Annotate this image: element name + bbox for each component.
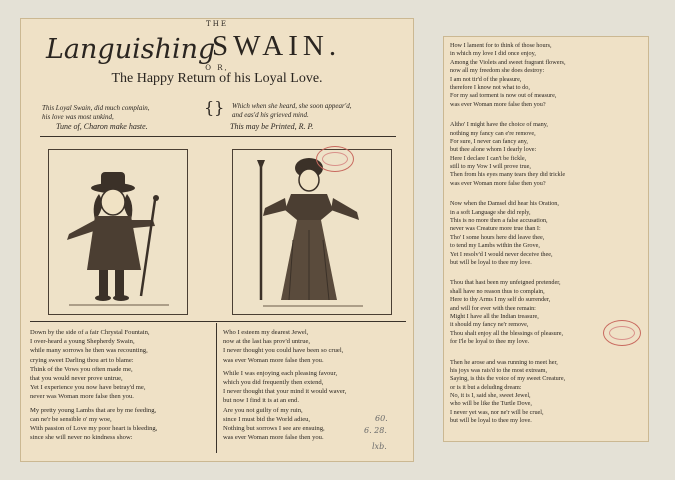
title-languishing: Languishing: [46, 34, 216, 65]
title-the: THE: [206, 20, 228, 28]
verse-line: Thou that hast been my unfeigned pretender,: [450, 279, 561, 287]
verse-line: but will be loyal to thee my love.: [450, 258, 532, 266]
verse-line: now at the last has prov'd untrue,: [223, 338, 311, 346]
verse-line: My pretty young Lambs that are by me feeding,: [30, 406, 157, 414]
verse-line: while many sorrows he then was recounting,: [30, 347, 148, 355]
library-stamp-seal: [603, 320, 641, 346]
verse-line: I am not tir'd of the pleasure,: [450, 75, 522, 83]
verse-line: Then from his eyes many tears they did trickle: [450, 171, 566, 179]
verse-line: I over-heard a young Shepherdy Swain,: [30, 338, 135, 346]
verse-column-3: [450, 42, 566, 426]
verse-line: never was Woman more false then you.: [30, 393, 134, 401]
verse-line: for I'le be loyal to thee my love.: [450, 338, 530, 346]
brace-ornament: {}: [204, 98, 225, 117]
argument-left-line: This Loyal Swain, did much complain,: [42, 104, 150, 112]
woman-figure-icon: [233, 150, 391, 314]
verse-line: For sure, I never can fancy any,: [450, 137, 528, 145]
column-divider: [216, 323, 217, 453]
argument-left: [42, 104, 150, 122]
verse-line: was ever Woman more false then you.: [223, 434, 324, 442]
verse-line: was ever Woman more false then you?: [450, 179, 546, 187]
verse-line: that you would never prove untrue,: [30, 374, 123, 382]
verse-column-2: [223, 328, 346, 442]
verse-line: and will for ever with thee remain:: [450, 304, 536, 312]
stanza-break: [450, 188, 566, 200]
verse-line: still to my Vow I will prove true,: [450, 163, 531, 171]
verse-line: now all my freedom she does destroy:: [450, 67, 545, 75]
verse-line: I never thought that your mind it would waver,: [223, 388, 347, 396]
verse-line: who will be like the Turtle Dove,: [450, 400, 532, 408]
stanza-break: [450, 267, 566, 279]
verse-line: can ne'r be sensible o' my woe,: [30, 415, 112, 423]
verse-line: his joys was rais'd to the most extream,: [450, 366, 548, 374]
verse-line: in a soft Language she did reply,: [450, 208, 531, 216]
verse-line: For my sad torment is now out of measure,: [450, 92, 557, 100]
header-rule: [40, 136, 396, 137]
pencil-mark: 60.: [375, 414, 388, 423]
title-swain: SWAIN.: [212, 30, 342, 62]
verse-line: which you did frequently then extend,: [223, 378, 324, 386]
argument-right-line: and eas'd his grieved mind.: [232, 111, 309, 119]
verse-line: it should my fancy ne'r remove,: [450, 321, 529, 329]
verse-line: since she will never no kindness show:: [30, 434, 133, 442]
broadside-right-sheet: [443, 36, 649, 442]
verse-line: With passion of Love my poor heart is bleeding,: [30, 424, 158, 432]
verse-line: Now when the Damsel did hear his Oration,: [450, 200, 559, 208]
verse-line: or is it but a deluding dream:: [450, 383, 522, 391]
verse-line: Who I esteem my dearest Jewel,: [223, 329, 309, 336]
verse-line: crying sweet Darling thou art to blame:: [30, 356, 134, 364]
verse-line: Down by the side of a fair Chrystal Fountain,: [30, 329, 150, 336]
verse-line: Saying, is this the voice of my sweet Creature,: [450, 375, 566, 383]
stanza-break: [450, 109, 566, 121]
broadside-left-sheet: [20, 18, 414, 462]
verse-column-1: [30, 328, 157, 442]
verse-line: While I was enjoying each pleasing favour,: [223, 369, 338, 377]
verse-line: How I lament for to think of those hours,: [450, 42, 552, 49]
verse-line: Might I have all the Indian treasure,: [450, 312, 539, 320]
verse-line: but will be loyal to thee my love.: [450, 417, 532, 425]
verse-line: I never thought you could have been so cruel,: [223, 347, 344, 355]
verse-line: This is no more then a false accusation,: [450, 217, 548, 225]
verse-line: Then he arose and was running to meet her,: [450, 358, 558, 366]
verse-line: Altho' I might have the choice of many,: [450, 121, 548, 129]
verse-line: Yet I experience you now have betray'd me,: [30, 384, 146, 392]
license-line: This may be Printed, R. P.: [230, 122, 314, 131]
argument-right: [232, 102, 351, 120]
verse-line: was ever Woman more false then you?: [450, 100, 546, 108]
tune-line: Tune of, Charon make haste.: [56, 122, 148, 131]
woodcut-woman: [232, 149, 392, 315]
verse-line: never was Creature more true than I:: [450, 225, 541, 233]
man-figure-icon: [49, 150, 187, 314]
pencil-mark: 6. 28.: [364, 426, 387, 435]
verse-line: was ever Woman more false then you.: [223, 356, 324, 364]
argument-left-line: his love was most unkind,: [42, 113, 114, 121]
verse-line: Thou shalt enjoy all the blessings of pleasure,: [450, 329, 564, 337]
verse-line: to tend my Lambs within the Grove,: [450, 242, 540, 250]
verse-line: No, it is I, said she, sweet Jewel,: [450, 392, 531, 400]
verse-line: nothing my fancy can e're remove,: [450, 129, 536, 137]
verse-line: but thee alone whom I dearly love:: [450, 146, 537, 154]
title-or: O R,: [205, 64, 229, 72]
verse-line: shall have no reason thus to complain,: [450, 287, 545, 295]
pencil-mark: lxb.: [372, 442, 387, 451]
verse-line: Here I declare I can't be fickle,: [450, 154, 527, 162]
library-stamp-seal: [316, 146, 354, 172]
woodcut-man: [48, 149, 188, 315]
verse-line: in which my love I did once enjoy,: [450, 50, 536, 58]
verse-line: since I must bid the World adieu,: [223, 415, 311, 423]
verse-top-rule: [30, 321, 406, 322]
verse-line: therefore I know not what to do,: [450, 83, 530, 91]
verse-line: Are you not guilty of my ruin,: [223, 406, 303, 414]
verse-line: Among the Violets and sweet fragrant flowers,: [450, 58, 566, 66]
verse-line: Yet I resolv'd I would never deceive thee,: [450, 250, 553, 258]
verse-line: but now I find it is at an end.: [223, 397, 299, 405]
stanza-break: [450, 347, 566, 359]
verse-line: Tho' I some hours here did leave thee,: [450, 233, 545, 241]
subtitle: The Happy Return of his Loyal Love.: [111, 71, 323, 86]
verse-line: I never yet was, nor ne'r will be cruel,: [450, 408, 544, 416]
verse-line: Here to thy Arms I my self do surrender,: [450, 296, 551, 304]
verse-line: Nothing but sorrows I see are ensuing,: [223, 424, 325, 432]
verse-line: Think of the Vows you often made me,: [30, 365, 133, 373]
argument-right-line: Which when she heard, she soon appear'd,: [232, 102, 352, 110]
